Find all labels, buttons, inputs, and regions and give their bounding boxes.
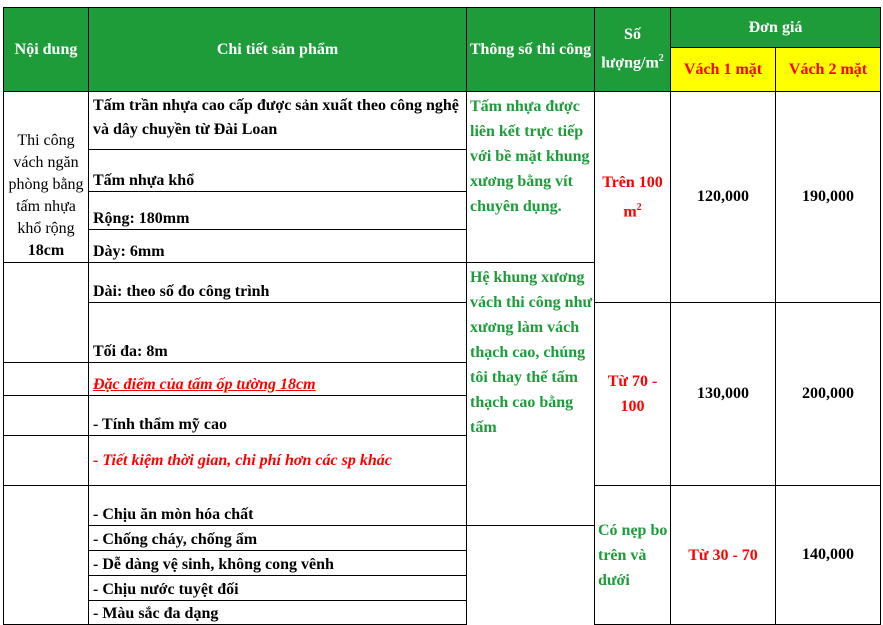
noi-dung-text: Thi công vách ngăn phòng bằng tấm nhựa khổ rộng bbox=[8, 132, 84, 237]
chi-tiet-0: Tấm trần nhựa cao cấp được sản xuất theo công nghệ và dây chuyền từ Đài Loan bbox=[89, 92, 467, 150]
chi-tiet-3: Dày: 6mm bbox=[89, 229, 467, 262]
header-thong-so: Thông số thi công bbox=[467, 8, 595, 92]
noi-dung-blank-b bbox=[4, 363, 89, 396]
vach1-gia-2: 140,000 bbox=[776, 486, 881, 625]
chi-tiet-9: - Chịu ăn mòn hóa chất bbox=[89, 486, 467, 526]
thong-so-0: Tấm nhựa được liên kết trực tiếp với bề mặt khung xương bằng vít chuyên dụng. bbox=[467, 92, 595, 263]
noi-dung-blank-a bbox=[4, 263, 89, 363]
chi-tiet-11: - Dễ dàng vệ sinh, không cong vênh bbox=[89, 551, 467, 576]
so-luong-0-sup: 2 bbox=[636, 201, 642, 213]
header-so-luong-sup: 2 bbox=[658, 53, 664, 65]
thong-so-1: Hệ khung xương vách thi công như xương làm vách thạch cao, chúng tôi thay thế tấm thạch cao bằng tấm bbox=[467, 263, 595, 526]
header-so-luong bbox=[595, 8, 671, 92]
chi-tiet-10: - Chống cháy, chống ẩm bbox=[89, 526, 467, 551]
chi-tiet-5: Tối đa: 8m bbox=[89, 303, 467, 363]
so-luong-2: Từ 30 - 70 bbox=[671, 486, 776, 625]
vach2-gia-1: 200,000 bbox=[776, 303, 881, 486]
noi-dung-bold: 18cm bbox=[27, 242, 65, 259]
noi-dung-blank-c bbox=[4, 396, 89, 436]
so-luong-0 bbox=[595, 92, 671, 303]
chi-tiet-13: - Màu sắc đa dạng bbox=[89, 601, 467, 625]
chi-tiet-8: - Tiết kiệm thời gian, chi phí hơn các sp khác bbox=[89, 436, 467, 486]
vach1-gia-1: 130,000 bbox=[671, 303, 776, 486]
chi-tiet-6: Đặc điểm của tấm ốp tường 18cm bbox=[89, 363, 467, 396]
header-so-luong-text: Số lượng/m bbox=[601, 26, 659, 72]
so-luong-0-text: Trên 100 m bbox=[602, 173, 663, 221]
chi-tiet-2: Rộng: 180mm bbox=[89, 192, 467, 230]
chi-tiet-12: - Chịu nước tuyệt đối bbox=[89, 576, 467, 601]
price-table bbox=[3, 7, 881, 625]
header-vach-2-mat: Vách 2 mặt bbox=[776, 48, 881, 92]
noi-dung-cell bbox=[4, 92, 89, 263]
header-noi-dung: Nội dung bbox=[4, 8, 89, 92]
chi-tiet-7: - Tính thẩm mỹ cao bbox=[89, 396, 467, 436]
chi-tiet-1: Tấm nhựa khổ bbox=[89, 150, 467, 192]
noi-dung-blank-e bbox=[4, 486, 89, 625]
chi-tiet-4: Dài: theo số đo công trình bbox=[89, 263, 467, 303]
thong-so-2: Có nẹp bo trên và dưới bbox=[595, 486, 671, 625]
so-luong-1: Từ 70 - 100 bbox=[595, 303, 671, 486]
vach1-gia-0: 120,000 bbox=[671, 92, 776, 303]
noi-dung-blank-d bbox=[4, 436, 89, 486]
vach2-gia-0: 190,000 bbox=[776, 92, 881, 303]
header-vach-1-mat: Vách 1 mặt bbox=[671, 48, 776, 92]
header-don-gia: Đơn giá bbox=[671, 8, 881, 48]
header-chi-tiet: Chi tiết sản phẩm bbox=[89, 8, 467, 92]
